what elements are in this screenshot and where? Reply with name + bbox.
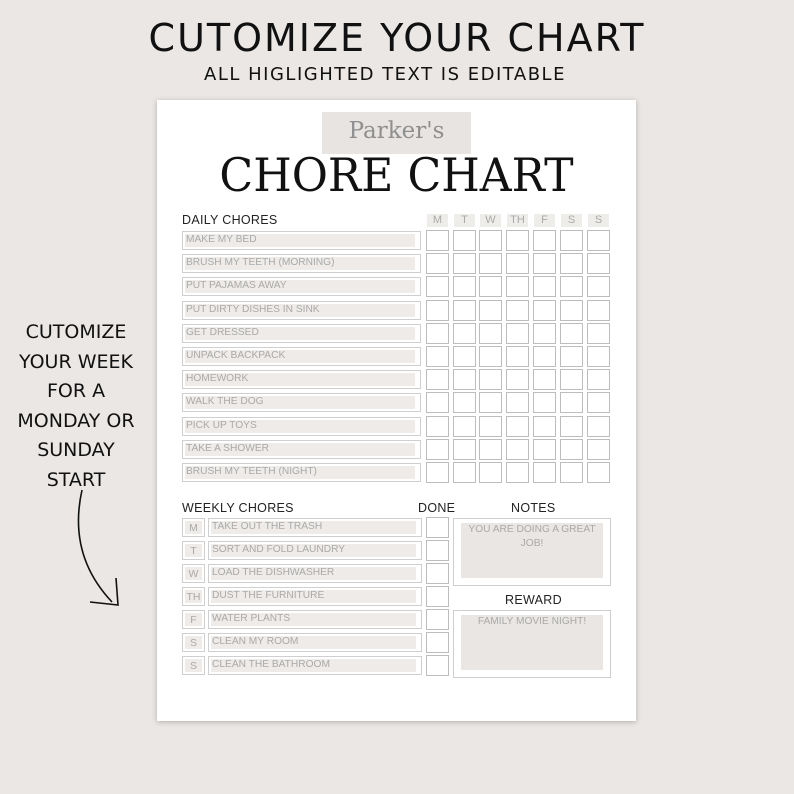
day-checkbox[interactable] [453, 230, 476, 251]
reward-box[interactable] [453, 610, 611, 678]
weekly-day-text[interactable]: F [190, 614, 197, 626]
day-checkbox[interactable] [506, 462, 529, 483]
daily-chore-row[interactable] [182, 254, 421, 273]
day-checkbox[interactable] [506, 230, 529, 251]
day-checkbox[interactable] [479, 392, 502, 413]
day-checkbox[interactable] [587, 439, 610, 460]
chart-title: CHORE CHART [219, 148, 574, 202]
day-checkbox[interactable] [426, 392, 449, 413]
day-checkbox[interactable] [533, 462, 556, 483]
daily-chore-text[interactable]: PUT DIRTY DISHES IN SINK [186, 303, 320, 315]
side-note-line: CUTOMIZE [25, 321, 127, 343]
weekly-day-text[interactable]: W [188, 568, 199, 580]
weekly-chores-label: WEEKLY CHORES [182, 501, 294, 515]
reward-label: REWARD [505, 593, 562, 607]
side-note-line: START [46, 468, 106, 491]
daily-chore-row[interactable] [182, 370, 421, 389]
side-note-line: MONDAY OR [17, 409, 135, 432]
day-checkbox[interactable] [560, 346, 583, 367]
weekly-day-cell[interactable] [182, 633, 205, 652]
weekly-chore-row[interactable] [208, 564, 422, 583]
day-checkbox[interactable] [533, 323, 556, 344]
day-checkbox[interactable] [587, 416, 610, 437]
curved-arrow-icon [72, 486, 132, 610]
day-header[interactable]: TH [507, 214, 528, 227]
weekly-chore-text[interactable]: DUST THE FURNITURE [212, 590, 325, 601]
day-checkbox[interactable] [453, 346, 476, 367]
daily-chore-row[interactable] [182, 440, 421, 459]
day-checkbox[interactable] [560, 369, 583, 390]
daily-chore-text[interactable]: PUT PAJAMAS AWAY [186, 280, 287, 292]
done-label: DONE [418, 501, 456, 515]
daily-chore-text[interactable]: MAKE MY BED [186, 234, 257, 245]
day-checkbox[interactable] [533, 392, 556, 413]
day-checkbox[interactable] [453, 462, 476, 483]
day-checkbox[interactable] [587, 323, 610, 344]
done-checkbox[interactable] [426, 517, 449, 538]
day-checkbox[interactable] [506, 439, 529, 460]
weekly-day-cell[interactable] [182, 587, 205, 606]
day-checkbox[interactable] [479, 462, 502, 483]
side-note-line: FOR A [46, 380, 106, 402]
child-name[interactable]: Parker's [348, 118, 445, 144]
day-checkbox[interactable] [533, 230, 556, 251]
day-checkbox[interactable] [479, 276, 502, 297]
day-checkbox[interactable] [560, 230, 583, 251]
notes-box[interactable] [453, 518, 611, 586]
day-checkbox[interactable] [506, 416, 529, 437]
weekly-chore-row[interactable] [208, 587, 422, 606]
day-header[interactable]: M [427, 214, 448, 227]
done-checkbox[interactable] [426, 540, 449, 561]
day-header[interactable]: W [480, 214, 501, 227]
done-checkbox[interactable] [426, 609, 449, 630]
daily-chore-row[interactable] [182, 324, 421, 343]
weekly-day-cell[interactable] [182, 518, 205, 537]
day-checkbox[interactable] [506, 276, 529, 297]
day-checkbox[interactable] [587, 462, 610, 483]
day-checkbox[interactable] [506, 300, 529, 321]
day-checkbox[interactable] [560, 439, 583, 460]
weekly-chore-text[interactable]: SORT AND FOLD LAUNDRY [212, 544, 346, 555]
day-checkbox[interactable] [587, 392, 610, 413]
weekly-chore-row[interactable] [208, 633, 422, 652]
day-checkbox[interactable] [560, 253, 583, 274]
notes-label: NOTES [511, 501, 556, 515]
day-checkbox[interactable] [560, 462, 583, 483]
weekly-chore-text[interactable]: WATER PLANTS [212, 613, 291, 624]
weekly-day-text[interactable]: S [189, 637, 197, 649]
day-header[interactable]: F [534, 214, 555, 227]
daily-chore-row[interactable] [182, 301, 421, 320]
day-checkbox[interactable] [533, 346, 556, 367]
day-header[interactable]: T [454, 214, 475, 227]
done-checkbox[interactable] [426, 563, 449, 584]
day-checkbox[interactable] [453, 439, 476, 460]
daily-chore-text[interactable]: PICK UP TOYS [186, 419, 257, 431]
day-checkbox[interactable] [479, 230, 502, 251]
day-checkbox[interactable] [533, 416, 556, 437]
daily-chore-row[interactable] [182, 231, 421, 250]
headline: CUTOMIZE YOUR CHART [148, 16, 646, 60]
weekly-day-cell[interactable] [182, 656, 205, 675]
day-checkbox[interactable] [587, 369, 610, 390]
day-checkbox[interactable] [453, 276, 476, 297]
chore-chart-page [157, 100, 636, 721]
weekly-chore-row[interactable] [208, 610, 422, 629]
daily-chore-row[interactable] [182, 417, 421, 436]
weekly-day-text[interactable]: S [189, 660, 197, 672]
day-checkbox[interactable] [587, 230, 610, 251]
weekly-day-cell[interactable] [182, 564, 205, 583]
day-checkbox[interactable] [426, 276, 449, 297]
daily-chore-text[interactable]: HOMEWORK [186, 373, 249, 385]
daily-chore-row[interactable] [182, 393, 421, 412]
day-checkbox[interactable] [587, 346, 610, 367]
weekly-chore-row[interactable] [208, 541, 422, 560]
weekly-chore-row[interactable] [208, 518, 422, 537]
side-note-line: YOUR WEEK [19, 350, 133, 373]
day-checkbox[interactable] [506, 323, 529, 344]
day-checkbox[interactable] [587, 276, 610, 297]
day-checkbox[interactable] [506, 392, 529, 413]
day-checkbox[interactable] [560, 416, 583, 437]
side-note [0, 318, 152, 495]
day-checkbox[interactable] [453, 323, 476, 344]
day-checkbox[interactable] [479, 253, 502, 274]
done-checkbox[interactable] [426, 655, 449, 676]
day-header[interactable]: S [561, 214, 582, 227]
done-checkbox[interactable] [426, 586, 449, 607]
day-checkbox[interactable] [426, 346, 449, 367]
daily-chore-text[interactable]: GET DRESSED [186, 326, 259, 338]
day-checkbox[interactable] [426, 416, 449, 437]
weekly-chore-text[interactable]: TAKE OUT THE TRASH [212, 521, 323, 532]
subline: ALL HIGLIGHTED TEXT IS EDITABLE [204, 64, 566, 85]
daily-chore-text[interactable]: BRUSH MY TEETH (MORNING) [186, 257, 335, 269]
day-checkbox[interactable] [533, 276, 556, 297]
day-checkbox[interactable] [506, 346, 529, 367]
day-checkbox[interactable] [479, 439, 502, 460]
day-checkbox[interactable] [479, 346, 502, 367]
day-checkbox[interactable] [479, 300, 502, 321]
day-checkbox[interactable] [426, 439, 449, 460]
day-checkbox[interactable] [533, 369, 556, 390]
weekly-chore-text[interactable]: CLEAN MY ROOM [212, 636, 299, 647]
day-checkbox[interactable] [533, 253, 556, 274]
day-checkbox[interactable] [560, 276, 583, 297]
day-checkbox[interactable] [453, 392, 476, 413]
weekly-day-cell[interactable] [182, 541, 205, 560]
notes-text[interactable]: YOU ARE DOING A GREAT JOB! [468, 524, 596, 549]
weekly-day-text[interactable]: T [190, 545, 197, 557]
day-checkbox[interactable] [479, 369, 502, 390]
day-checkbox[interactable] [560, 392, 583, 413]
daily-chore-row[interactable] [182, 347, 421, 366]
day-checkbox[interactable] [533, 300, 556, 321]
day-checkbox[interactable] [453, 416, 476, 437]
day-checkbox[interactable] [479, 323, 502, 344]
day-checkbox[interactable] [587, 300, 610, 321]
reward-text[interactable]: FAMILY MOVIE NIGHT! [477, 616, 587, 627]
day-checkbox[interactable] [479, 416, 502, 437]
weekly-day-text[interactable]: TH [186, 591, 201, 603]
daily-chore-row[interactable] [182, 277, 421, 296]
day-checkbox[interactable] [506, 369, 529, 390]
day-checkbox[interactable] [453, 300, 476, 321]
day-checkbox[interactable] [560, 300, 583, 321]
weekly-chore-text[interactable]: CLEAN THE BATHROOM [212, 659, 330, 670]
day-checkbox[interactable] [453, 369, 476, 390]
day-checkbox[interactable] [426, 462, 449, 483]
day-checkbox[interactable] [560, 323, 583, 344]
day-checkbox[interactable] [453, 253, 476, 274]
weekly-day-text[interactable]: M [189, 522, 198, 534]
daily-chore-text[interactable]: WALK THE DOG [186, 396, 264, 408]
day-checkbox[interactable] [533, 439, 556, 460]
daily-chore-text[interactable]: TAKE A SHOWER [186, 442, 270, 454]
day-checkbox[interactable] [426, 230, 449, 251]
daily-chore-row[interactable] [182, 463, 421, 482]
weekly-chore-row[interactable] [208, 656, 422, 675]
day-checkbox[interactable] [506, 253, 529, 274]
day-checkbox[interactable] [587, 253, 610, 274]
done-checkbox[interactable] [426, 632, 449, 653]
weekly-day-cell[interactable] [182, 610, 205, 629]
weekly-chore-text[interactable]: LOAD THE DISHWASHER [212, 567, 335, 578]
day-header[interactable]: S [588, 214, 609, 227]
day-checkbox[interactable] [426, 300, 449, 321]
daily-chores-label: DAILY CHORES [182, 213, 278, 227]
day-checkbox[interactable] [426, 253, 449, 274]
daily-chore-text[interactable]: UNPACK BACKPACK [186, 350, 286, 361]
day-checkbox[interactable] [426, 369, 449, 390]
day-checkbox[interactable] [426, 323, 449, 344]
side-note-line: SUNDAY [37, 439, 115, 461]
daily-chore-text[interactable]: BRUSH MY TEETH (NIGHT) [186, 466, 317, 477]
